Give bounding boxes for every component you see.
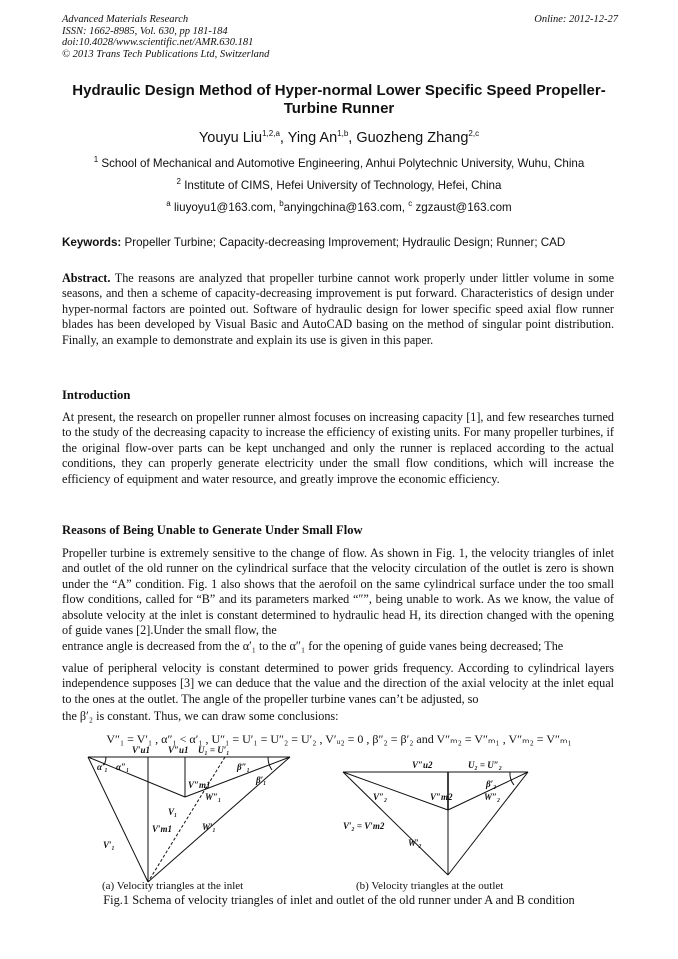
journal-name: Advanced Materials Research (62, 14, 189, 25)
affiliation-sup: 1 (93, 155, 99, 165)
equation-conclusions: V″₁ = V′₁ , α″₁ < α′₁ , U″₁ = U′₁ = U″₂ = U′₂ , V′ᵤ₂ = 0 , β″₂ = β′₂ and V″ₘ₂ = V″ₘ₁ , V″ₘ₂ = V″ₘ₁ (106, 732, 572, 746)
figure-caption-a: (a) Velocity triangles at the inlet (102, 880, 244, 892)
email-link[interactable]: anyingchina@163.com, (283, 201, 406, 214)
inlet-label: V″m1 (188, 780, 211, 790)
inlet-beta-arc (268, 757, 272, 770)
section-heading-reasons: Reasons of Being Unable to Generate Under Small Flow (62, 523, 363, 537)
author-name: Youyu Liu (198, 130, 263, 146)
inlet-label: V″u1 (168, 745, 189, 755)
author-sup: 1,2,a (262, 129, 280, 139)
keywords-text: Propeller Turbine; Capacity-decreasing Improvement; Hydraulic Design; Runner; CAD (124, 236, 566, 249)
inlet-v1-vector (88, 757, 148, 882)
outlet-label: V″m2 (430, 792, 453, 802)
affiliation-text: Institute of CIMS, Hefei University of Technology, Hefei, China (184, 179, 502, 192)
inlet-label: β′₁ (256, 775, 267, 785)
abstract-text: The reasons are analyzed that propeller turbine cannot work properly under littler volume in some seasons, and then a scheme of capacity-decreasing improvement is put forward. Characteristics of design under hyper-normal factors are pointed out. Software of hydraulic design for lower specific speed axial flow runner blades has been developed by Visual Basic and AutoCAD basing on the method of singular point distribution. Finally, an example to demonstrate and explain its use is given in this paper. (62, 271, 614, 347)
author-list: Youyu Liu$^{1,2,a}$, Ying An$^{1,b}$, Guozheng Zhang$^{2,c}$ (198, 129, 480, 146)
inlet-label: α′₁ (97, 762, 108, 772)
author-name: Ying An (287, 130, 338, 146)
email-link[interactable]: zgzaust@163.com (415, 201, 512, 214)
figure-caption-b: (b) Velocity triangles at the outlet (356, 880, 504, 892)
inlet-label: V₁ (168, 807, 178, 817)
outlet-label: W″₂ (484, 792, 501, 802)
email-sup: a (166, 199, 171, 209)
reasons-paragraph-2: entrance angle is decreased from the α′₁ to the α″₁ for the opening of guide vanes being decreased; The (62, 639, 564, 653)
journal-doi: doi:10.4028/www.scientific.net/AMR.630.181 (62, 37, 254, 49)
inlet-w1-vector (148, 757, 290, 882)
inlet-dashed-vector (148, 757, 225, 882)
inlet-label: V′m1 (152, 824, 173, 834)
email-sup: c (408, 199, 413, 209)
abstract-label: Abstract. (62, 271, 111, 285)
section-heading-introduction: Introduction (62, 388, 131, 402)
outlet-v2p-vector (343, 772, 448, 810)
author-sup: 1,b (337, 129, 349, 139)
paper-title: Hydraulic Design Method of Hyper-normal Lower Specific Speed Propeller- Turbine Runner (72, 82, 606, 117)
email-sup: b (279, 199, 284, 209)
author-sup: 2,c (468, 129, 480, 139)
inlet-label: β″₁ (237, 762, 250, 772)
intro-paragraph: At present, the research on propeller runner almost focuses on increasing capacity [1], and few researches turned to the study of the decreasing capacity to increase the efficiency of existing units. For many propeller turbines, if the original flow-over parts can be kept unchanged and only the runner is replaced according to the actual conditions, they can properly generate electricity under the small flow conditions, which will increase the efficiency of equipment and water resource, and greatly improve the economic efficiency. (62, 410, 614, 486)
outlet-label: V″₂ (373, 792, 388, 802)
inlet-label: α″₁ (116, 762, 130, 772)
outlet-label: W′₂ (408, 838, 422, 848)
affiliation-text: School of Mechanical and Automotive Engineering, Anhui Polytechnic University, Wuhu, China (101, 157, 585, 170)
outlet-label: β′₂ (486, 779, 497, 789)
journal-issn: ISSN: 1662-8985, Vol. 630, pp 181-184 (62, 25, 228, 37)
online-date: Online: 2012-12-27 (534, 14, 618, 25)
reasons-paragraph-3: value of peripheral velocity is constant determined to power grids frequency. According to cylindrical layers independence supposes [3] we can deduce that the value and the direction of the axial velocity at the inlet equal to the ones at the outlet. The angle of the propeller turbine vanes can’t be adjusted, so (62, 661, 614, 706)
email-link[interactable]: liuyoyu1@163.com, (173, 201, 276, 214)
outlet-w2pp-vector (448, 772, 528, 810)
figure-caption: Fig.1 Schema of velocity triangles of inlet and outlet of the old runner under A and B condition (103, 893, 575, 907)
outlet-label: U₂ = U″₂ (468, 760, 502, 770)
outlet-label: V″u2 (412, 760, 433, 770)
inlet-label: V′u1 (132, 745, 151, 755)
inlet-label: V′₁ (103, 840, 115, 850)
affiliation-sup: 2 (176, 177, 181, 187)
reasons-paragraph-4: the β′₂ is constant. Thus, we can draw some conclusions: (62, 709, 339, 723)
keywords-label: Keywords: (62, 236, 122, 249)
outlet-label: V′₂ = V′m2 (343, 821, 385, 831)
inlet-label: U₁ = U′₁ (198, 745, 230, 755)
reasons-paragraph-1: Propeller turbine is extremely sensitive to the change of flow. As shown in Fig. 1, the velocity triangles of inlet and outlet of the old runner on the cylindrical surface that the velocity circulation of the outlet is zero is shown under the “A” condition. Fig. 1 also shows that the aerofoil on the same cylindrical surface under the too small flow conditions, called for “B” and its parameters marked “″”, being unable to work. As we know, the value of absolute velocity at the inlet is constant determined to hydraulic head H, its direction changed with the opening of guide vanes [2].Under the small flow, the (62, 546, 614, 638)
inlet-label: W″₁ (205, 792, 222, 802)
journal-copyright: © 2013 Trans Tech Publications Ltd, Switzerland (62, 48, 270, 60)
author-name: Guozheng Zhang (356, 130, 469, 146)
inlet-label: W′₁ (202, 822, 216, 832)
